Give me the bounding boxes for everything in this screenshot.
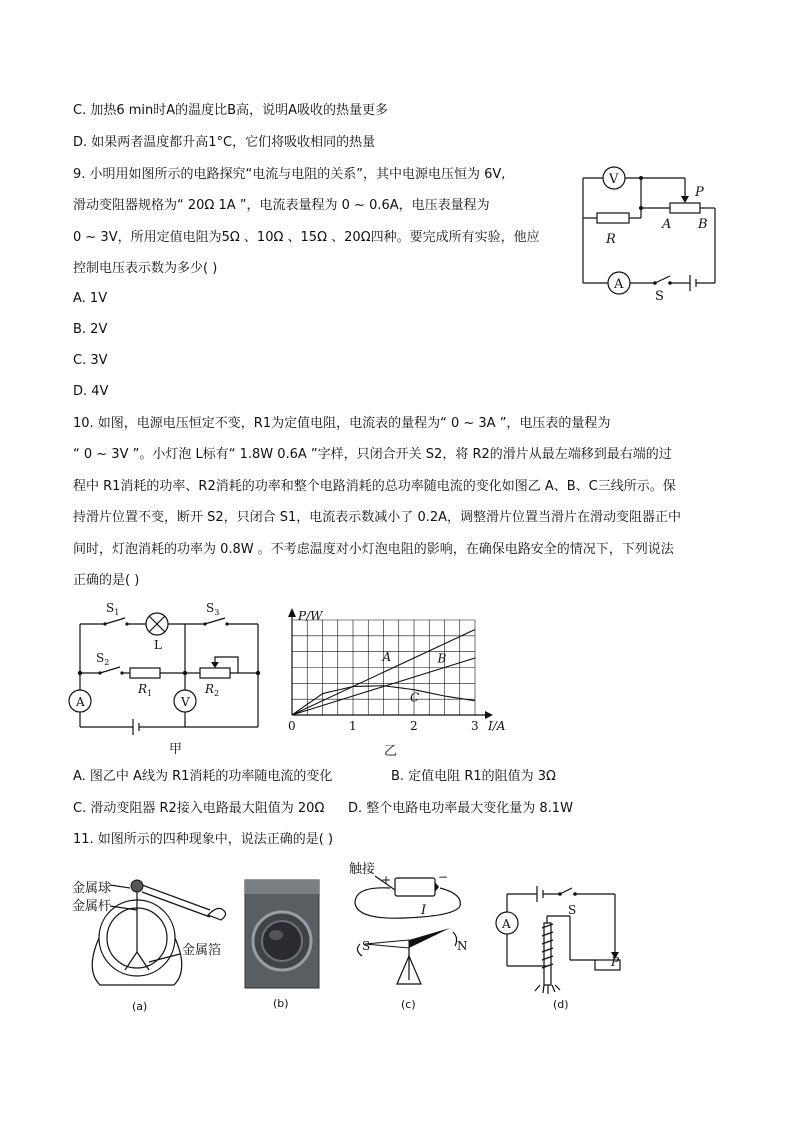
r2-sub: 2: [214, 689, 220, 698]
lamp-label: L: [154, 638, 162, 652]
caption-jia: 甲: [169, 742, 183, 757]
q11-figure-d-electromagnet: [490, 878, 630, 1018]
q9-option-c: C. 3V: [73, 353, 108, 368]
x-tick-label: 2: [410, 719, 418, 733]
svg-text:R1: [137, 682, 152, 698]
q10-stem-line-5: 间时，灯泡消耗的功率为 0.8W 。不考虑温度对小灯泡电阻的影响，在确保电路安全的情况下，下列说法: [73, 542, 674, 557]
q10-stem-line-4: 持滑片位置不变，断开 S2，只闭合 S1，电流表示数减小了 0.2A，调整滑片位置当滑片在滑动变阻器正中: [73, 510, 682, 525]
ammeter-label: A: [76, 695, 85, 709]
q9-stem-line-1: 9. 小明用如图所示的电路探究“电流与电阻的关系”，其中电源电压恒为 6V,: [73, 167, 506, 182]
caption-c: (c): [401, 998, 416, 1011]
r1-sub: 1: [147, 689, 153, 698]
q9-stem-line-4: 控制电压表示数为多少( ): [73, 261, 218, 276]
x-axis-arrow-icon: [485, 711, 493, 719]
x-tick-label: 1: [349, 719, 357, 733]
ammeter-label: A: [614, 277, 624, 292]
s1-label: S: [106, 601, 115, 615]
r2-label: R: [205, 682, 215, 696]
label-plus: +: [381, 873, 392, 887]
x-tick-label: 0: [288, 719, 296, 733]
svg-text:R2: [204, 682, 219, 698]
voltmeter-label: V: [181, 695, 190, 709]
resistor-label: R: [606, 232, 616, 247]
slider-label: P: [611, 955, 620, 969]
q11-figure-c-oersted: [345, 858, 475, 1018]
slider-arrow-icon: [681, 196, 689, 203]
q10-stem-line-6: 正确的是( ): [73, 573, 140, 588]
q9-circuit-figure: [575, 160, 725, 305]
q9-stem-line-3: 0 ~ 3V，所用定值电阻为5Ω 、10Ω 、15Ω 、20Ω四种。要完成所有实验，他应: [73, 230, 540, 245]
slider-label: P: [695, 185, 704, 200]
q10-option-a: A. 图乙中 A线为 R1消耗的功率随电流的变化: [73, 769, 333, 784]
label-south: S: [362, 939, 371, 953]
q9-option-b: B. 2V: [73, 322, 108, 337]
end-a-label: A: [662, 217, 672, 232]
q10-stem-line-3: 程中 R1消耗的功率、R2消耗的功率和整个电路消耗的总功率随电流的变化如图乙 A、B、C三线所示。保: [73, 479, 676, 494]
label-metal-foil: 金属箔: [182, 943, 222, 958]
ammeter-label: A: [502, 917, 511, 931]
svg-text:S2: [96, 651, 109, 667]
q10-option-d: D. 整个电路电功率最大变化量为 8.1W: [348, 801, 573, 816]
q9-option-d: D. 4V: [73, 384, 109, 399]
series-label-C: C: [410, 690, 420, 705]
caption-d: (d): [553, 998, 569, 1011]
q10-option-c: C. 滑动变阻器 R2接入电路最大阻值为 20Ω: [73, 801, 325, 816]
voltmeter-label: V: [609, 172, 619, 187]
label-current: I: [421, 903, 427, 918]
y-axis-label: P/W: [298, 609, 323, 623]
q8-option-d: D. 如果两者温度都升高1°C，它们将吸收相同的热量: [73, 135, 376, 150]
label-minus: −: [438, 870, 449, 884]
x-axis-label: I/A: [488, 719, 506, 733]
r1-label: R: [138, 682, 148, 696]
q10-stem-line-2: “ 0 ~ 3V ”。小灯泡 L标有“ 1.8W 0.6A ”字样，只闭合开关 S2，将 R2的滑片从最左端移到最右端的过: [73, 447, 672, 462]
s2-label: S: [96, 651, 105, 665]
q8-option-c: C. 加热6 min时A的温度比B高，说明A吸收的热量更多: [73, 103, 388, 118]
magnetic-needle-icon: [365, 940, 409, 948]
x-tick-label: 3: [471, 719, 479, 733]
s3-sub: 3: [214, 608, 220, 617]
y-axis-arrow-icon: [288, 608, 296, 617]
caption-yi: 乙: [384, 744, 398, 759]
q9-option-a: A. 1V: [73, 291, 108, 306]
caption-b: (b): [273, 997, 289, 1010]
q9-stem-line-2: 滑动变阻器规格为“ 20Ω 1A ”，电流表量程为 0 ~ 0.6A，电压表量程为: [73, 198, 490, 213]
label-north: N: [457, 939, 468, 953]
q10-power-chart: [280, 605, 520, 760]
switch-label: S: [568, 903, 577, 917]
end-b-label: B: [698, 217, 708, 232]
q10-stem-line-1: 10. 如图，电源电压恒定不变，R1为定值电阻，电流表的量程为“ 0 ~ 3A ”，电压表的量程为: [73, 416, 611, 431]
q11-stem: 11. 如图所示的四种现象中，说法正确的是( ): [73, 832, 334, 847]
slider-arrow-icon: [211, 662, 219, 668]
label-metal-rod: 金属杆: [72, 899, 112, 914]
label-metal-ball: 金属球: [72, 881, 112, 896]
caption-a: (a): [132, 1000, 148, 1013]
s1-sub: 1: [114, 608, 120, 617]
s3-label: S: [206, 601, 215, 615]
svg-text:S3: [206, 601, 219, 617]
series-label-B: B: [437, 651, 447, 666]
q10-option-b: B. 定值电阻 R1的阻值为 3Ω: [391, 769, 556, 784]
series-label-A: A: [382, 649, 392, 664]
metal-ball-icon: [131, 880, 143, 892]
switch-label: S: [655, 289, 664, 304]
q11-figure-a-electroscope: [70, 870, 245, 1015]
s2-sub: 2: [104, 658, 110, 667]
q11-figure-b-washing-machine: [243, 877, 323, 1012]
svg-text:S1: [106, 601, 119, 617]
label-touch: 触接: [349, 862, 376, 877]
q10-circuit-jia: [70, 597, 270, 762]
